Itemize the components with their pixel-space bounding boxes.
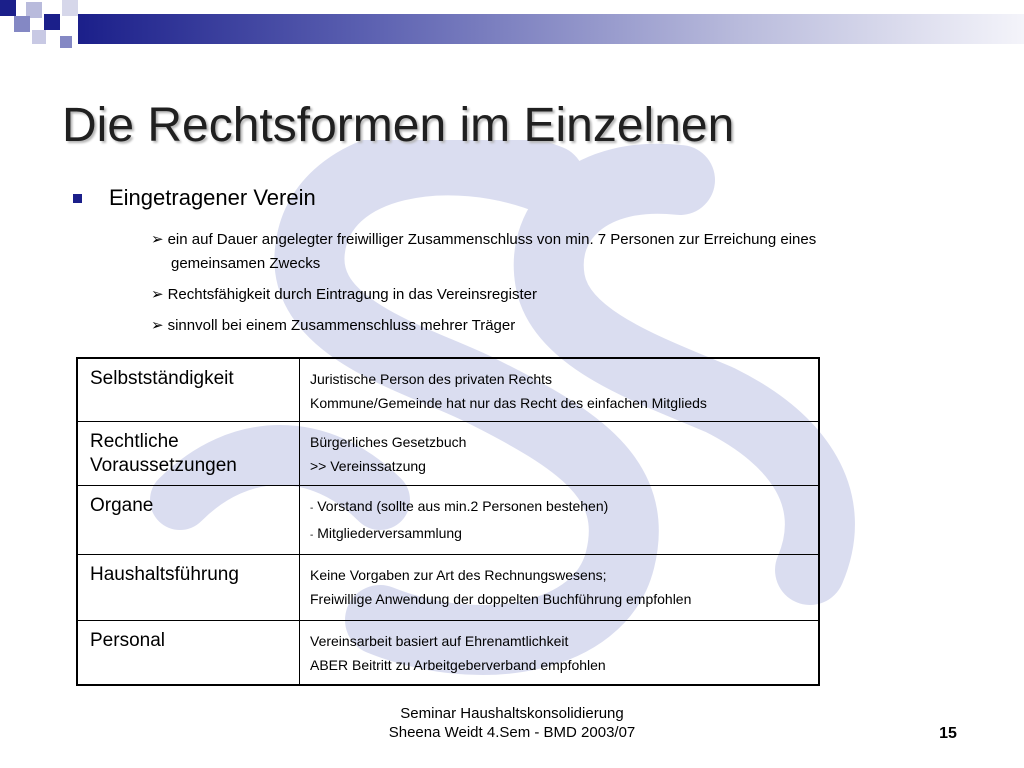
main-bullet-text: Eingetragener Verein <box>109 185 316 210</box>
sub-bullet-1 <box>151 228 816 276</box>
row-value <box>300 621 820 685</box>
value-line: Vereinsarbeit basiert auf Ehrenamtlichkeit <box>310 633 569 649</box>
arrow-bullet-icon: ➢ <box>151 317 164 334</box>
value-line: Juristische Person des privaten Rechts <box>310 371 552 387</box>
row-label <box>77 422 300 486</box>
footer-line: Sheena Weidt 4.Sem - BMD 2003/07 <box>388 724 636 741</box>
table-row <box>77 555 819 621</box>
properties-table <box>76 357 820 686</box>
sub-bullet-3 <box>151 314 515 338</box>
page-number: 15 <box>939 725 957 742</box>
table-row <box>77 358 819 422</box>
dash-prefix: - <box>310 530 314 541</box>
row-label: Haushaltsführung <box>77 555 300 621</box>
value-line: Kommune/Gemeinde hat nur das Recht des einfachen Mitglieds <box>310 395 707 411</box>
footer <box>300 704 724 742</box>
value-line <box>310 494 810 521</box>
value-line: Bürgerliches Gesetzbuch <box>310 434 467 450</box>
decorative-squares-icon <box>0 0 90 60</box>
footer-line: Seminar Haushaltskonsolidierung <box>400 705 624 722</box>
row-value <box>300 358 820 422</box>
row-value <box>300 422 820 486</box>
arrow-bullet-icon: ➢ <box>151 231 164 248</box>
row-label: Selbstständigkeit <box>77 358 300 422</box>
value-text: Vorstand (sollte aus min.2 Personen bestehen) <box>317 498 609 514</box>
table-row <box>77 486 819 555</box>
sub-bullet-text: Rechtsfähigkeit durch Eintragung in das Vereinsregister <box>167 286 537 303</box>
value-line: >> Vereinssatzung <box>310 458 426 474</box>
row-label-line: Rechtliche <box>90 431 179 452</box>
value-line: Freiwillige Anwendung der doppelten Buchführung empfohlen <box>310 591 692 607</box>
sub-bullet-2 <box>151 283 537 307</box>
row-value <box>300 555 820 621</box>
table-row <box>77 621 819 685</box>
row-label: Personal <box>77 621 300 685</box>
row-value <box>300 486 820 555</box>
value-text: Mitgliederversammlung <box>317 525 462 541</box>
sub-bullet-text: sinnvoll bei einem Zusammenschluss mehrer Träger <box>167 317 516 334</box>
value-line: ABER Beitritt zu Arbeitgeberverband empfohlen <box>310 657 606 673</box>
dash-prefix: - <box>310 503 314 514</box>
table-row <box>77 422 819 486</box>
main-bullet <box>73 185 316 211</box>
sub-bullet-text-continued: gemeinsamen Zwecks <box>171 255 321 272</box>
row-label-line: Voraussetzungen <box>90 455 237 476</box>
sub-bullet-text: ein auf Dauer angelegter freiwilliger Zusammenschluss von min. 7 Personen zur Erreichung eines <box>167 231 817 248</box>
slide-title: Die Rechtsformen im Einzelnen <box>62 99 735 152</box>
row-label: Organe <box>77 486 300 555</box>
value-line: Keine Vorgaben zur Art des Rechnungswesens; <box>310 567 607 583</box>
arrow-bullet-icon: ➢ <box>151 286 164 303</box>
header-gradient-bar <box>78 14 1024 44</box>
value-line <box>310 521 810 548</box>
square-bullet-icon <box>73 194 82 203</box>
